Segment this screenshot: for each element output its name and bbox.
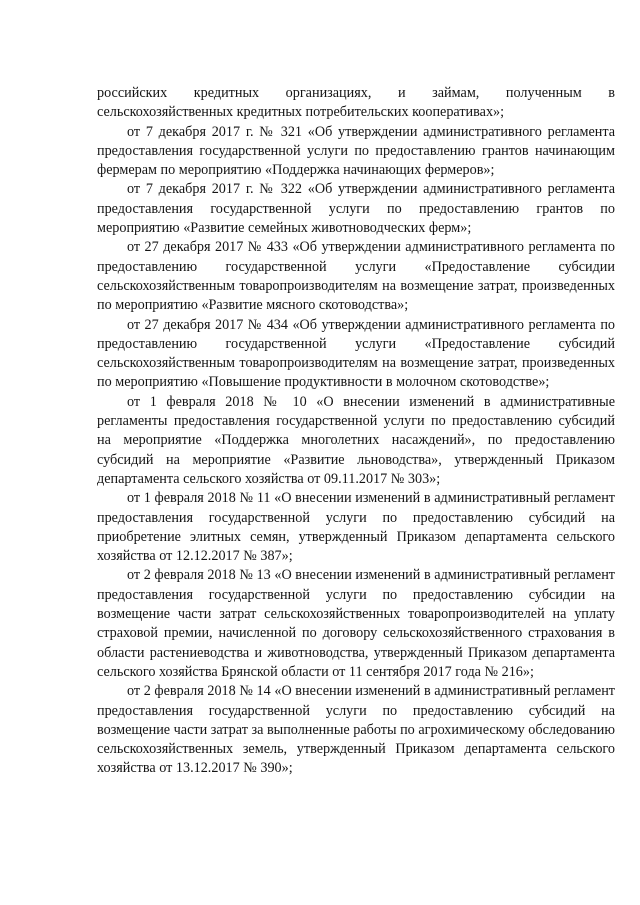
paragraph-order-14: от 2 февраля 2018 № 14 «О внесении изменений в административный регламент предоставления государственной услуги по предоставлению субсидий на возмещение части затрат за выполненные работы по агрохимическому обследованию сельскохозяйственных земель, утвержденный Приказом департамента сельского хозяйства от 13.12.2017 № 390»; — [97, 683, 615, 777]
paragraph-order-13: от 2 февраля 2018 № 13 «О внесении изменений в административный регламент предоставления государственной услуги по предоставлению субсидии на возмещение части затрат сельскохозяйственных товаропроизводителей на уплату страховой премии, начисленной по договору сельскохозяйственного страхования в области растениеводства и животноводства, утвержденный Приказом департамента сельского хозяйства Брянской области от 11 сентября 2017 года № 216»; — [97, 567, 615, 680]
document-page — [97, 84, 615, 779]
paragraph-order-433: от 27 декабря 2017 № 433 «Об утверждении административного регламента по предоставлению государственной услуги «Предоставление субсидии сельскохозяйственным товаропроизводителям на возмещение затрат, произведенных по мероприятию «Развитие мясного скотоводства»; — [97, 239, 615, 314]
paragraph-order-321: от 7 декабря 2017 г. № 321 «Об утверждении административного регламента предоставления государственной услуги по предоставлению грантов начинающим фермерам по мероприятию «Поддержка начинающих фермеров»; — [97, 123, 615, 179]
paragraph-continuation: российских кредитных организациях, и займам, полученным в сельскохозяйственных кредитных потребительских кооперативах»; — [97, 85, 615, 121]
paragraph-order-434: от 27 декабря 2017 № 434 «Об утверждении административного регламента по предоставлению государственной услуги «Предоставление субсидий сельскохозяйственным товаропроизводителям на возмещение затрат, произведенных по мероприятию «Повышение продуктивности в молочном скотоводстве»; — [97, 316, 615, 391]
paragraph-order-11: от 1 февраля 2018 № 11 «О внесении изменений в административный регламент предоставления государственной услуги по предоставлению субсидий на приобретение элитных семян, утвержденный Приказом департамента сельского хозяйства от 12.12.2017 № 387»; — [97, 490, 615, 565]
paragraph-order-10: от 1 февраля 2018 № 10 «О внесении изменений в административные регламенты предоставления государственной услуги по предоставлению субсидий на мероприятие «Поддержка многолетних насаждений», по предоставлению субсидий на мероприятие «Развитие льноводства», утвержденный Приказом департамента сельского хозяйства от 09.11.2017 № 303»; — [97, 393, 615, 487]
paragraph-order-322: от 7 декабря 2017 г. № 322 «Об утверждении административного регламента предоставления государственной услуги по предоставлению грантов по мероприятию «Развитие семейных животноводческих ферм»; — [97, 181, 615, 237]
